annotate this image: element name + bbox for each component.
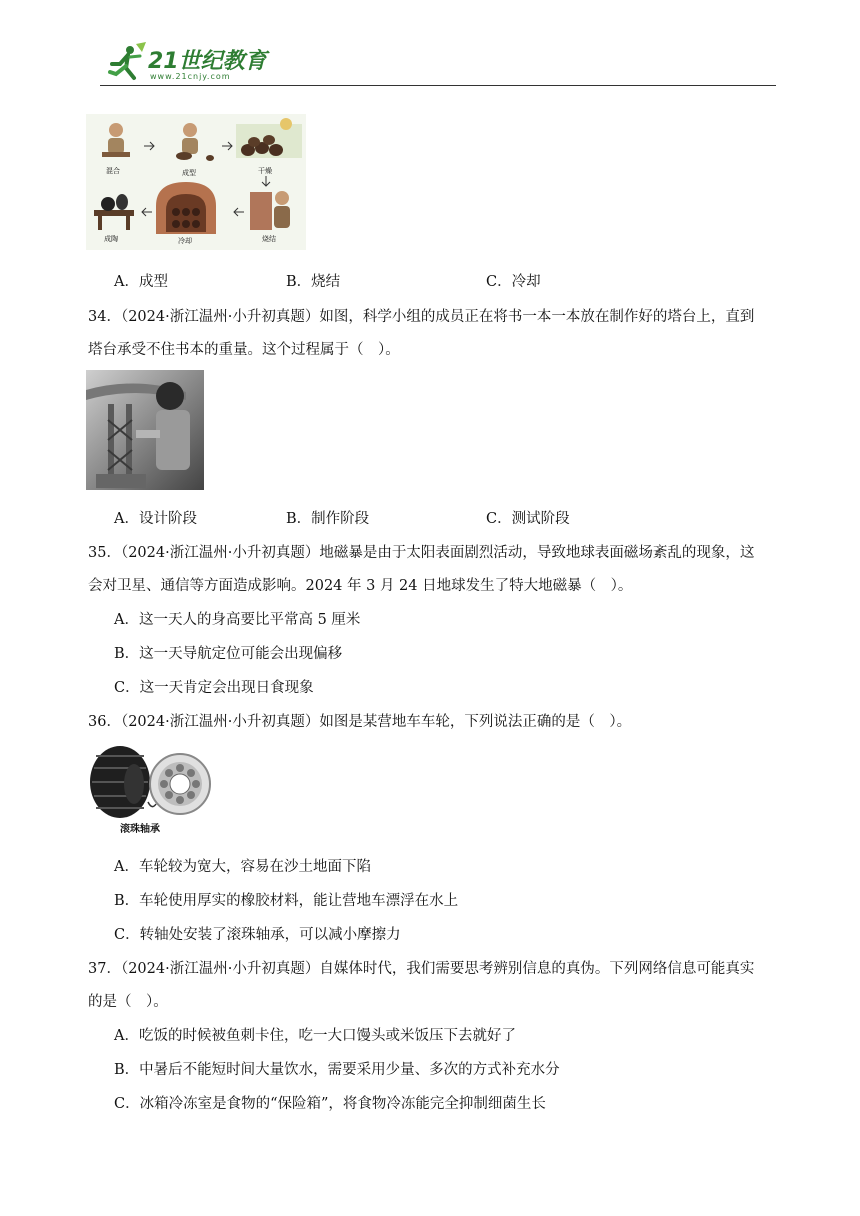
q36-option-c: C．转轴处安装了滚珠轴承，可以减小摩擦力	[114, 927, 401, 943]
q35-stem-line2: 会对卫星、通信等方面造成影响。2024 年 3 月 24 日地球发生了特大地磁暴（ ）。	[88, 578, 633, 594]
q37-stem-line2: 的是（ ）。	[88, 994, 168, 1010]
logo-url: www.21cnjy.com	[150, 72, 231, 81]
q34-option-b: B．制作阶段	[286, 511, 370, 527]
page-header	[100, 38, 776, 86]
q35-stem-line1: 35．（2024·浙江温州·小升初真题）地磁暴是由于太阳表面剧烈活动，导致地球表面磁场紊乱的现象，这	[88, 545, 755, 561]
header-divider	[100, 85, 776, 86]
q34-stem-line2: 塔台承受不住书本的重量。这个过程属于（ ）。	[88, 342, 400, 358]
q33-option-c: C．冷却	[486, 274, 541, 290]
fig-label-sinter: 烧结	[262, 235, 276, 243]
q37-option-b: B．中暑后不能短时间大量饮水，需要采用少量、多次的方式补充水分	[114, 1062, 560, 1078]
q35-option-c: C．这一天肯定会出现日食现象	[114, 680, 314, 696]
q36-option-b: B．车轮使用厚实的橡胶材料，能让营地车漂浮在水上	[114, 893, 459, 909]
fig-label-finish: 成陶	[104, 235, 118, 243]
wheel-bearing-figure	[86, 742, 214, 838]
q35-option-a: A．这一天人的身高要比平常高 5 厘米	[114, 612, 361, 628]
q34-option-c: C．测试阶段	[486, 511, 570, 527]
q34-option-a: A．设计阶段	[114, 511, 197, 527]
bearing-label: 滚珠轴承	[120, 824, 160, 835]
q36-option-a: A．车轮较为宽大，容易在沙土地面下陷	[114, 859, 371, 875]
fig-label-shape: 成型	[182, 169, 196, 177]
q33-option-b: B．烧结	[286, 274, 341, 290]
q33-option-a: A．成型	[114, 274, 168, 290]
fig-label-dry: 干燥	[258, 167, 272, 175]
tower-test-photo	[86, 370, 204, 490]
pottery-process-figure	[86, 114, 306, 250]
q37-option-c: C．冰箱冷冻室是食物的“保险箱”，将食物冷冻能完全抑制细菌生长	[114, 1096, 546, 1112]
q34-stem-line1: 34．（2024·浙江温州·小升初真题）如图，科学小组的成员正在将书一本一本放在制作好的塔台上，直到	[88, 309, 755, 325]
runner-logo-icon	[106, 42, 146, 82]
logo-text: 21世纪教育	[148, 49, 267, 74]
q37-stem-line1: 37．（2024·浙江温州·小升初真题）自媒体时代，我们需要思考辨别信息的真伪。下列网络信息可能真实	[88, 961, 755, 977]
logo	[106, 42, 276, 86]
q36-stem-line1: 36．（2024·浙江温州·小升初真题）如图是某营地车车轮，下列说法正确的是（ ）。	[88, 714, 632, 730]
fig-label-cool: 冷却	[178, 237, 192, 245]
q35-option-b: B．这一天导航定位可能会出现偏移	[114, 646, 343, 662]
q37-option-a: A．吃饭的时候被鱼刺卡住，吃一大口馒头或米饭压下去就好了	[114, 1028, 516, 1044]
fig-label-mix: 混合	[106, 167, 120, 175]
